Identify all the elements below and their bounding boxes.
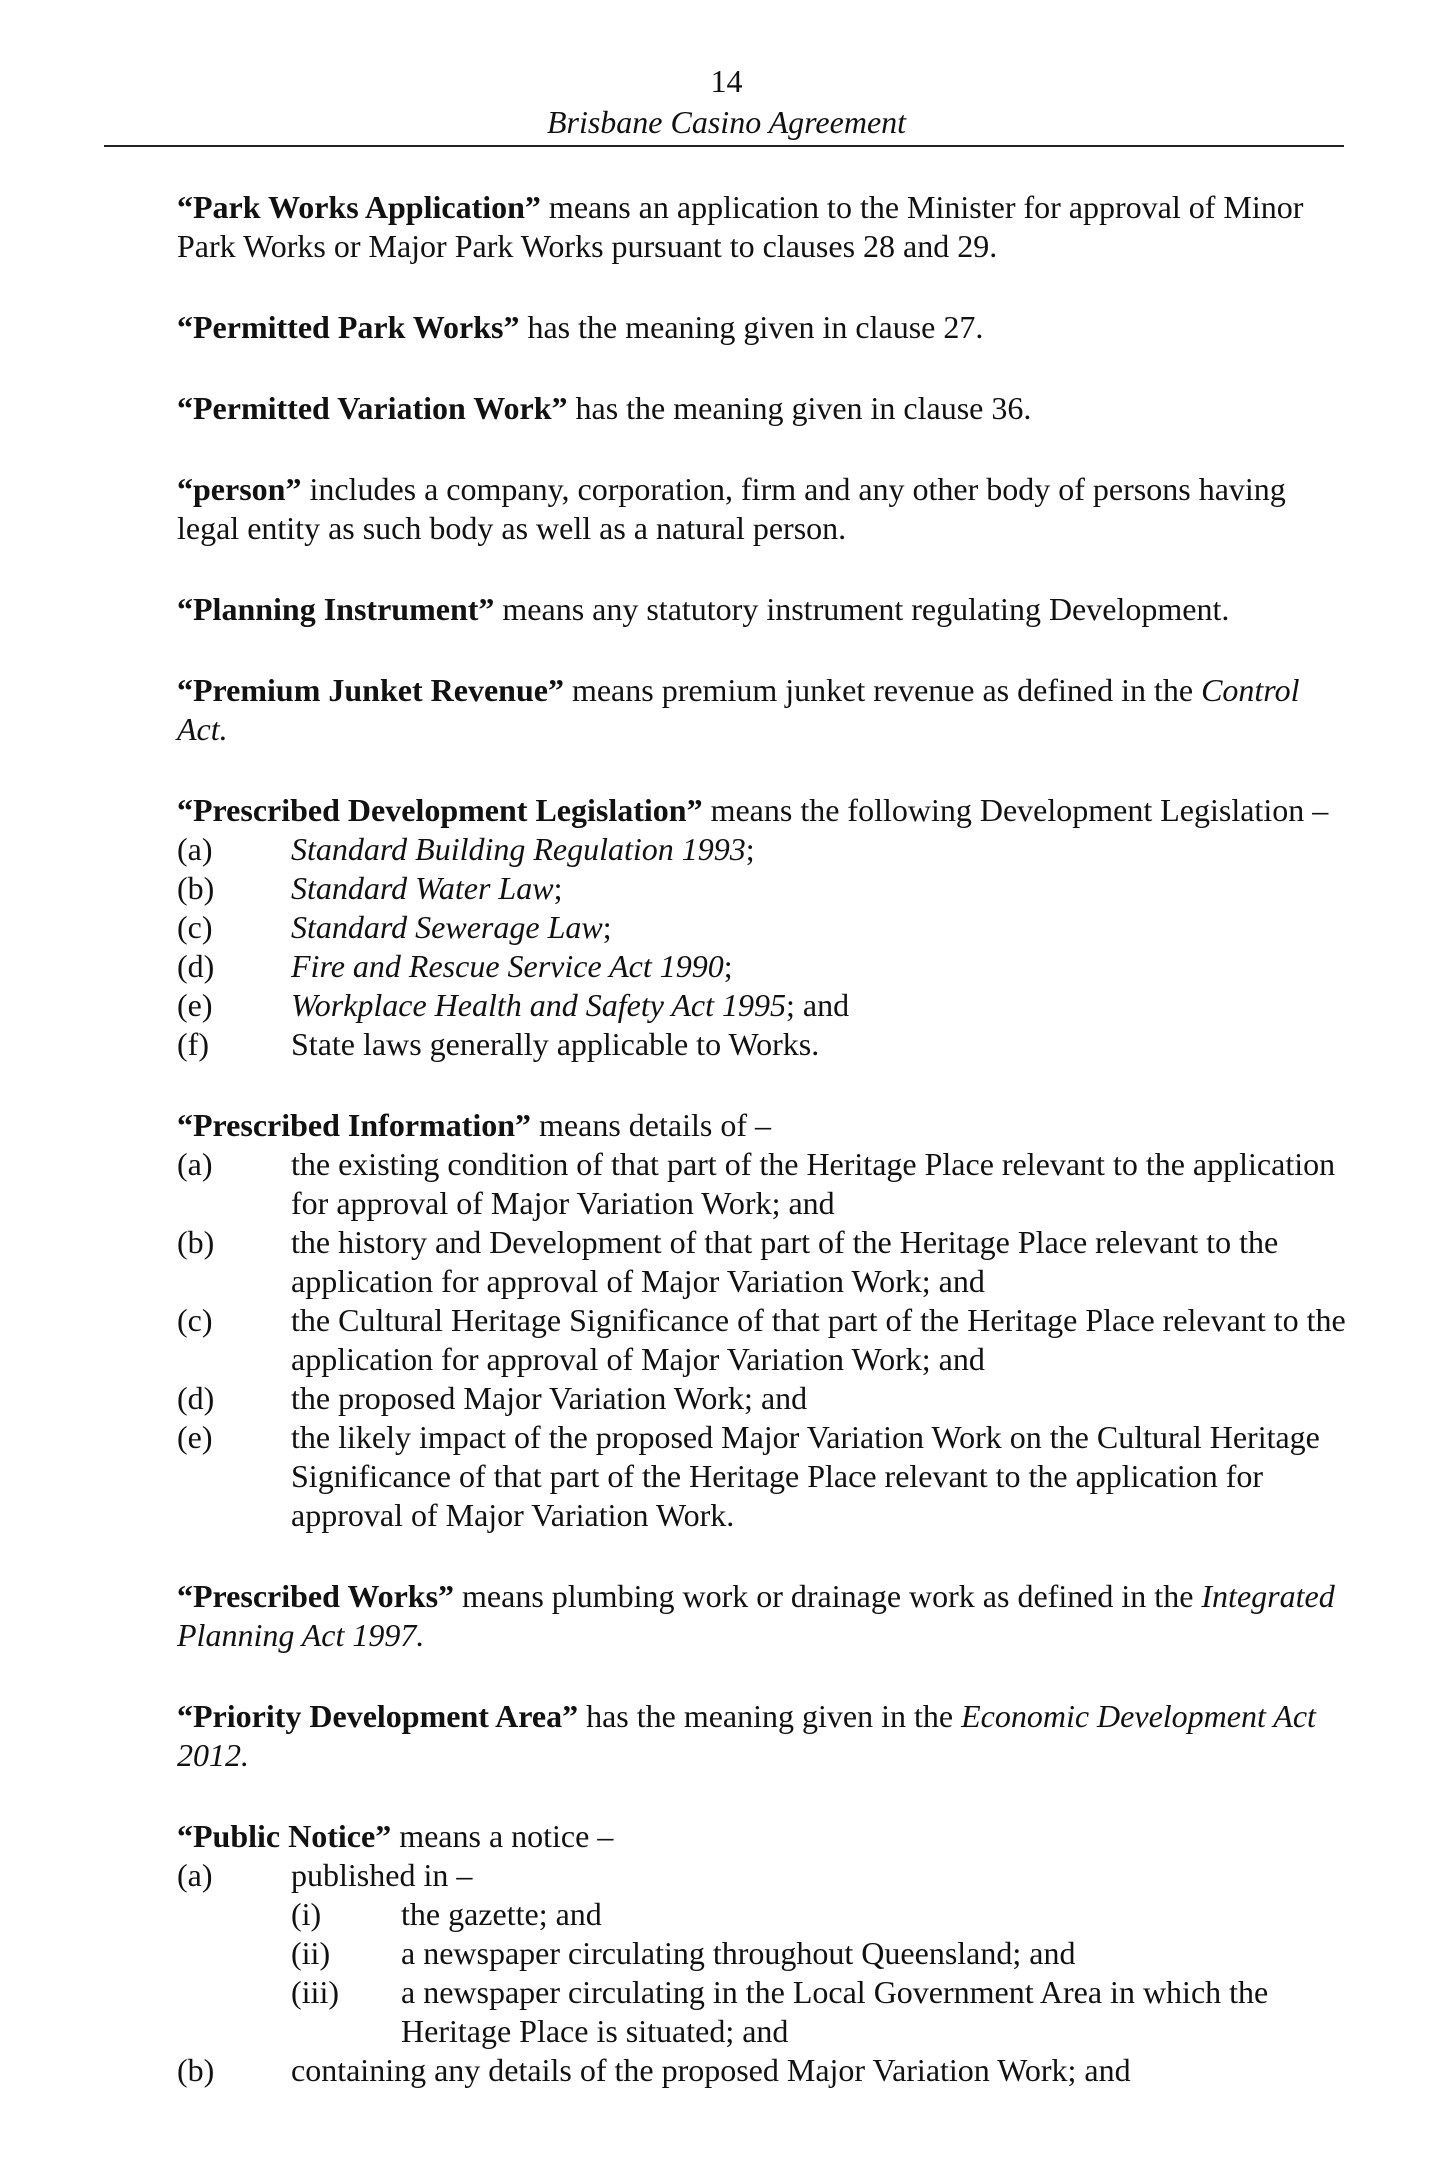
sub-list-item <box>291 1934 1347 1973</box>
item-tail: ; <box>553 870 563 906</box>
defined-term: “Prescribed Information” <box>177 1107 532 1143</box>
definition-text: means a notice – <box>391 1818 614 1854</box>
item-label: (ii) <box>291 1935 331 1971</box>
document-body <box>177 188 1347 2132</box>
defined-term: “Priority Development Area” <box>177 1698 579 1734</box>
defined-term: “Prescribed Works” <box>177 1578 455 1614</box>
definition-prescribed-information <box>177 1106 1347 1535</box>
item-text: the existing condition of that part of the Heritage Place relevant to the application for approval of Major Variation Work; and <box>291 1146 1336 1221</box>
list-item <box>177 869 1347 908</box>
list-item <box>177 908 1347 947</box>
definition-prescribed-development-legislation <box>177 791 1347 1064</box>
act-title: Workplace Health and Safety Act 1995 <box>291 987 787 1023</box>
item-tail: ; <box>723 948 733 984</box>
item-text: the gazette; and <box>401 1896 602 1932</box>
item-label: (d) <box>177 948 215 984</box>
definition-text: means the following Development Legislation – <box>702 792 1329 828</box>
defined-term: “Public Notice” <box>177 1818 392 1854</box>
item-label: (c) <box>177 909 213 945</box>
definition-text: includes a company, corporation, firm and any other body of persons having legal entity as such body as well as a natural person. <box>177 471 1286 546</box>
item-tail: ; <box>745 831 755 867</box>
definition-text: means details of – <box>531 1107 771 1143</box>
definition-permitted-park-works <box>177 308 1347 347</box>
item-text: published in – <box>291 1857 473 1893</box>
page-number: 14 <box>710 63 743 99</box>
list-item <box>177 1223 1347 1301</box>
page-header <box>0 62 1453 141</box>
item-tail: ; <box>602 909 612 945</box>
list-item <box>177 1856 1347 1895</box>
definition-lead <box>177 1106 1347 1145</box>
item-label: (iii) <box>291 1974 339 2010</box>
item-label: (d) <box>177 1380 215 1416</box>
defined-term: “Permitted Variation Work” <box>177 390 568 426</box>
item-label: (a) <box>177 831 213 867</box>
definition-public-notice <box>177 1817 1347 2090</box>
item-text: the Cultural Heritage Significance of that part of the Heritage Place relevant to the application for approval of Major Variation Work; and <box>291 1302 1346 1377</box>
item-label: (c) <box>177 1302 213 1338</box>
item-label: (e) <box>177 987 213 1023</box>
defined-term: “Park Works Application” <box>177 189 541 225</box>
item-text: containing any details of the proposed Major Variation Work; and <box>291 2052 1131 2088</box>
definition-text: means any statutory instrument regulating Development. <box>494 591 1230 627</box>
definition-text: has the meaning given in clause 27. <box>519 309 984 345</box>
item-text: a newspaper circulating in the Local Government Area in which the Heritage Place is situated; and <box>401 1974 1269 2049</box>
definition-text: means plumbing work or drainage work as defined in the <box>454 1578 1202 1614</box>
list-item <box>177 830 1347 869</box>
definition-text: means premium junket revenue as defined in the <box>563 672 1202 708</box>
item-label: (f) <box>177 1026 209 1062</box>
definition-park-works-application <box>177 188 1347 266</box>
sub-list-item <box>291 1973 1347 2051</box>
list-item <box>177 986 1347 1025</box>
definition-lead <box>177 791 1347 830</box>
definition-premium-junket-revenue <box>177 671 1347 749</box>
item-tail: ; and <box>786 987 850 1023</box>
definition-permitted-variation-work <box>177 389 1347 428</box>
list-item <box>177 1145 1347 1223</box>
definition-text: has the meaning given in clause 36. <box>567 390 1032 426</box>
act-title: Integrated Planning Act 1997. <box>177 1578 1335 1653</box>
definition-prescribed-works <box>177 1577 1347 1655</box>
definition-planning-instrument <box>177 590 1347 629</box>
definition-text: means an application to the Minister for approval of Minor Park Works or Major Park Works pursuant to clauses 28 and 29. <box>177 189 1304 264</box>
item-text: a newspaper circulating throughout Queensland; and <box>401 1935 1076 1971</box>
header-rule <box>104 145 1344 147</box>
defined-term: “Prescribed Development Legislation” <box>177 792 703 828</box>
document-title: Brisbane Casino Agreement <box>546 104 907 140</box>
list-item <box>177 1301 1347 1379</box>
act-title: Standard Sewerage Law <box>291 909 603 945</box>
defined-term: “person” <box>177 471 302 507</box>
definition-text: has the meaning given in the <box>578 1698 962 1734</box>
item-text: the history and Development of that part of the Heritage Place relevant to the application for approval of Major Variation Work; and <box>291 1224 1279 1299</box>
item-label: (a) <box>177 1857 213 1893</box>
defined-term: “Premium Junket Revenue” <box>177 672 564 708</box>
sub-list-item <box>291 1895 1347 1934</box>
item-label: (i) <box>291 1896 322 1932</box>
definition-priority-development-area <box>177 1697 1347 1775</box>
list-item <box>177 1418 1347 1535</box>
item-text: the proposed Major Variation Work; and <box>291 1380 808 1416</box>
item-label: (e) <box>177 1419 213 1455</box>
defined-term: “Planning Instrument” <box>177 591 495 627</box>
defined-term: “Permitted Park Works” <box>177 309 520 345</box>
definition-person <box>177 470 1347 548</box>
act-title: Economic Development Act 2012. <box>177 1698 1316 1773</box>
definition-lead <box>177 1817 1347 1856</box>
list-item <box>177 1025 1347 1064</box>
item-label: (a) <box>177 1146 213 1182</box>
act-title: Standard Water Law <box>291 870 554 906</box>
list-item <box>177 2051 1347 2090</box>
item-label: (b) <box>177 1224 215 1260</box>
act-title: Fire and Rescue Service Act 1990 <box>291 948 724 984</box>
list-item <box>177 947 1347 986</box>
act-title: Standard Building Regulation 1993 <box>291 831 746 867</box>
item-label: (b) <box>177 870 215 906</box>
item-label: (b) <box>177 2052 215 2088</box>
list-item <box>177 1379 1347 1418</box>
item-text: the likely impact of the proposed Major Variation Work on the Cultural Heritage Significance of that part of the Heritage Place relevant to the application for approval of Major Variation Work. <box>291 1419 1320 1533</box>
item-text: State laws generally applicable to Works. <box>291 1026 820 1062</box>
act-title: Control Act. <box>177 672 1300 747</box>
